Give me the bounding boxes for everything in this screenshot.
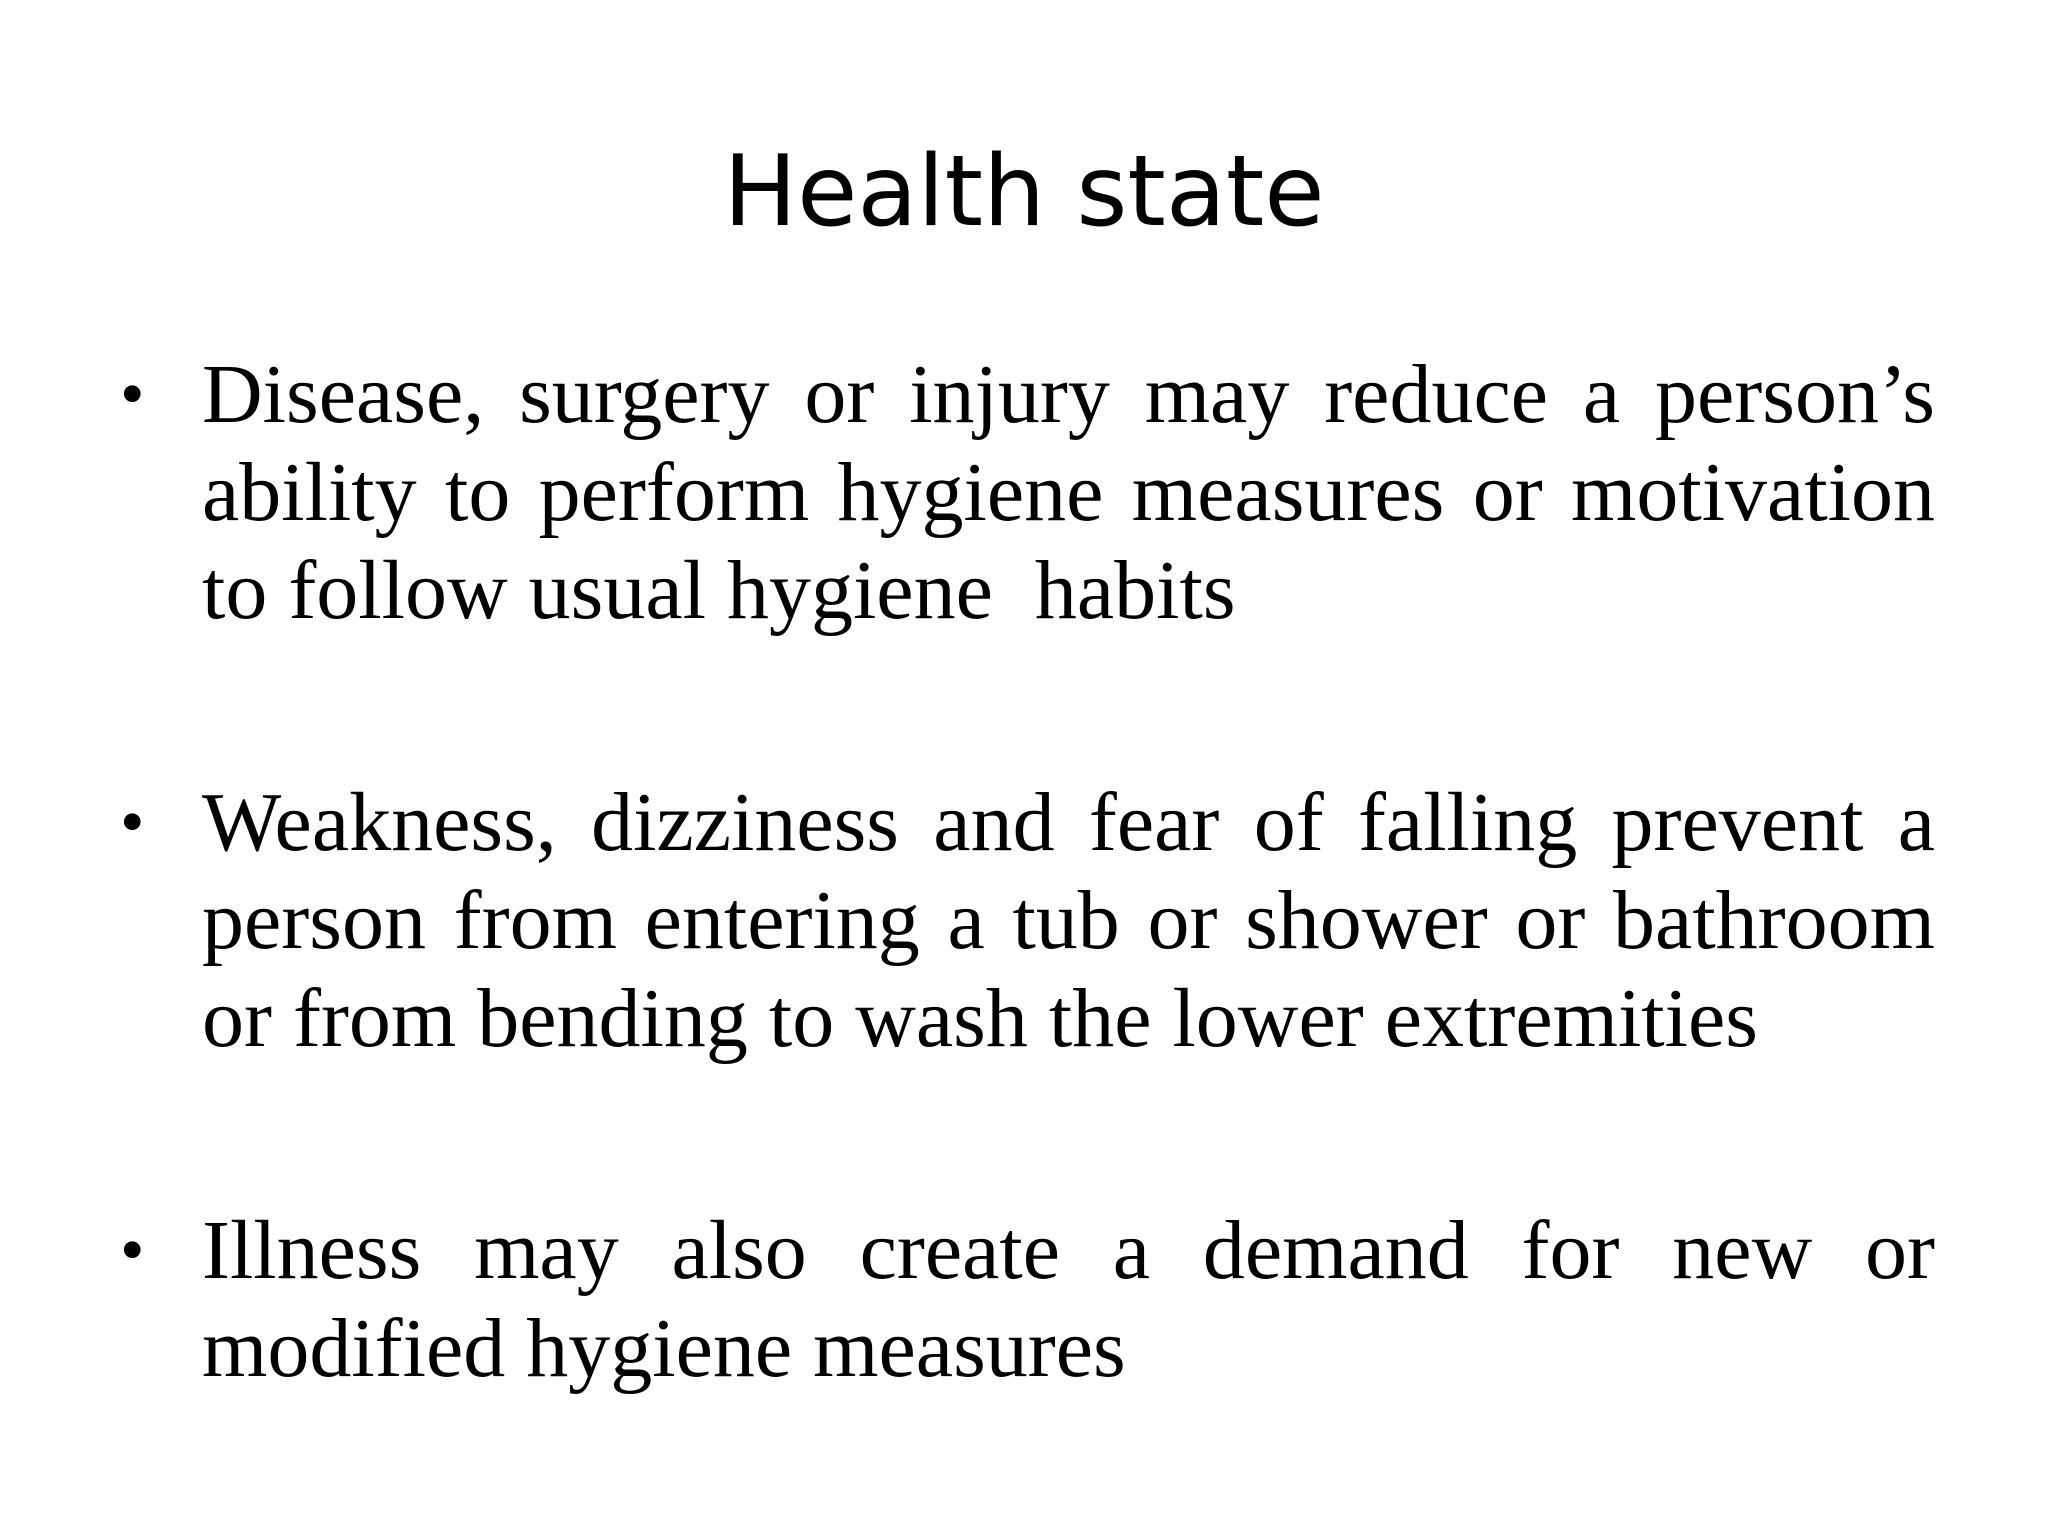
- list-item: [120, 774, 1956, 1068]
- bullet-icon: •: [120, 784, 145, 861]
- bullet-icon: •: [120, 1212, 145, 1289]
- bullet-list: [120, 346, 1956, 1398]
- bullet-icon: •: [120, 356, 145, 433]
- slide-title: Health state: [723, 135, 1325, 249]
- bullet-text: Weakness, dizziness and fear of falling prevent a person from entering a tub or shower or bathroom or from bending to wash the lower extremities: [202, 776, 1956, 1065]
- list-item: [120, 1202, 1956, 1398]
- bullet-text: Illness may also create a demand for new or modified hygiene measures: [202, 1204, 1956, 1395]
- bullet-text: Disease, surgery or injury may reduce a person’s ability to perform hygiene measures or motivation to follow usual hygiene habits: [202, 348, 1956, 637]
- list-item: [120, 346, 1956, 640]
